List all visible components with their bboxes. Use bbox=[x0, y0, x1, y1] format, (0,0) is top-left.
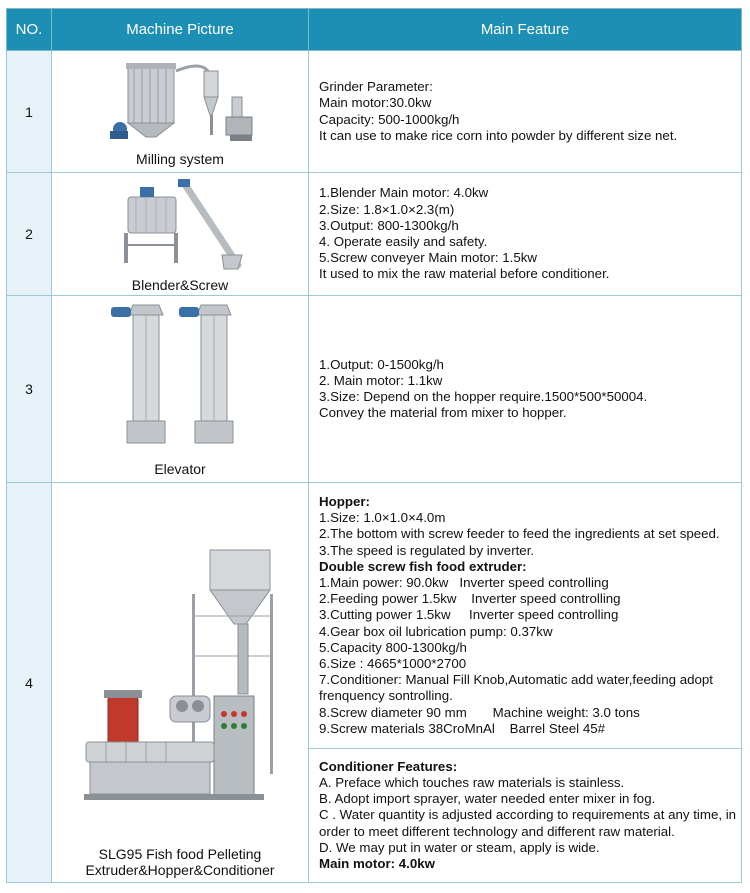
machine-picture-cell bbox=[52, 296, 309, 483]
machine-caption: SLG95 Fish food Pelleting bbox=[98, 846, 262, 862]
feature-line: It used to mix the raw material before conditioner. bbox=[319, 266, 610, 282]
feature-line: 6.Size : 4665*1000*2700 bbox=[319, 656, 467, 671]
feature-cell bbox=[309, 51, 742, 173]
feature-line: 1.Main power: 90.0kw Inverter speed controlling bbox=[319, 574, 609, 590]
machine-caption: Extruder&Hopper&Conditioner bbox=[85, 862, 275, 878]
feature-line: 2.Size: 1.8×1.0×2.3(m) bbox=[319, 201, 455, 217]
header-no: NO. bbox=[7, 9, 52, 51]
feature-line: 2.The bottom with screw feeder to feed the ingredients at set speed. bbox=[319, 526, 720, 542]
feature-cell bbox=[309, 483, 742, 749]
feature-line: Capacity: 500-1000kg/h bbox=[319, 111, 460, 127]
conditioner-title: Conditioner Features: bbox=[319, 758, 458, 774]
feature-line: 3.Size: Depend on the hopper require.1500*500*50004. bbox=[319, 389, 648, 404]
row-number: 4 bbox=[7, 483, 52, 883]
machine-picture-cell bbox=[52, 51, 309, 173]
feature-line: 4. Operate easily and safety. bbox=[319, 234, 488, 249]
hopper-title: Hopper: bbox=[319, 493, 370, 509]
milling-system-image bbox=[80, 57, 280, 149]
feature-line: 1.Size: 1.0×1.0×4.0m bbox=[319, 510, 446, 526]
feature-line: D. We may put in water or steam, apply is wide. bbox=[319, 839, 600, 855]
header-row bbox=[7, 9, 742, 51]
feature-line: 5.Screw conveyer Main motor: 1.5kw bbox=[319, 250, 538, 266]
feature-cell bbox=[309, 173, 742, 296]
table-row bbox=[7, 483, 742, 749]
row-number: 2 bbox=[7, 173, 52, 296]
feature-line: 7.Conditioner: Manual Fill Knob,Automatic add water,feeding adopt frenquency sontrolling. bbox=[319, 672, 713, 704]
feature-line: 2. Main motor: 1.1kw bbox=[319, 372, 443, 388]
feature-line: 3.The speed is regulated by inverter. bbox=[319, 542, 535, 558]
feature-line: 5.Capacity 800-1300kg/h bbox=[319, 639, 467, 655]
feature-line: 4.Gear box oil lubrication pump: 0.37kw bbox=[319, 623, 553, 639]
main-motor-line: Main motor: 4.0kw bbox=[319, 856, 435, 871]
feature-cell bbox=[309, 749, 742, 883]
feature-line: 1.Output: 0-1500kg/h bbox=[319, 356, 444, 372]
feature-line: 9.Screw materials 38CroMnAl Barrel Steel 45# bbox=[319, 720, 605, 736]
extruder-image bbox=[80, 546, 280, 846]
feature-line: A. Preface which touches raw materials is stainless. bbox=[319, 774, 625, 790]
machine-spec-table bbox=[6, 8, 742, 883]
table-row bbox=[7, 51, 742, 173]
row-number: 3 bbox=[7, 296, 52, 483]
header-feature: Main Feature bbox=[309, 9, 742, 51]
table-row bbox=[7, 296, 742, 483]
feature-line: It can use to make rice corn into powder by different size net. bbox=[319, 127, 678, 143]
table-row bbox=[7, 173, 742, 296]
header-picture: Machine Picture bbox=[52, 9, 309, 51]
machine-caption: Elevator bbox=[154, 461, 206, 477]
machine-caption: Blender&Screw bbox=[131, 277, 229, 293]
feature-line: Grinder Parameter: bbox=[319, 79, 433, 95]
elevator-image bbox=[105, 301, 255, 459]
machine-picture-cell bbox=[52, 483, 309, 883]
feature-cell bbox=[309, 296, 742, 483]
feature-line: 2.Feeding power 1.5kw Inverter speed controlling bbox=[319, 591, 621, 607]
feature-line: 8.Screw diameter 90 mm Machine weight: 3.0 tons bbox=[319, 704, 640, 720]
blender-screw-image bbox=[110, 175, 250, 275]
feature-line: Main motor:30.0kw bbox=[319, 95, 432, 111]
feature-line: 3.Output: 800-1300kg/h bbox=[319, 217, 459, 233]
extruder-title: Double screw fish food extruder: bbox=[319, 558, 527, 574]
feature-line: C . Water quantity is adjusted according to requirements at any time, in order to meet different technology and different raw material. bbox=[319, 807, 737, 839]
feature-line: 3.Cutting power 1.5kw Inverter speed controlling bbox=[319, 607, 619, 623]
machine-caption: Milling system bbox=[136, 150, 224, 167]
feature-line: B. Adopt import sprayer, water needed enter mixer in fog. bbox=[319, 791, 656, 807]
feature-line: 1.Blender Main motor: 4.0kw bbox=[319, 185, 489, 201]
machine-picture-cell bbox=[52, 173, 309, 296]
row-number: 1 bbox=[7, 51, 52, 173]
feature-line: Convey the material from mixer to hopper. bbox=[319, 405, 567, 421]
